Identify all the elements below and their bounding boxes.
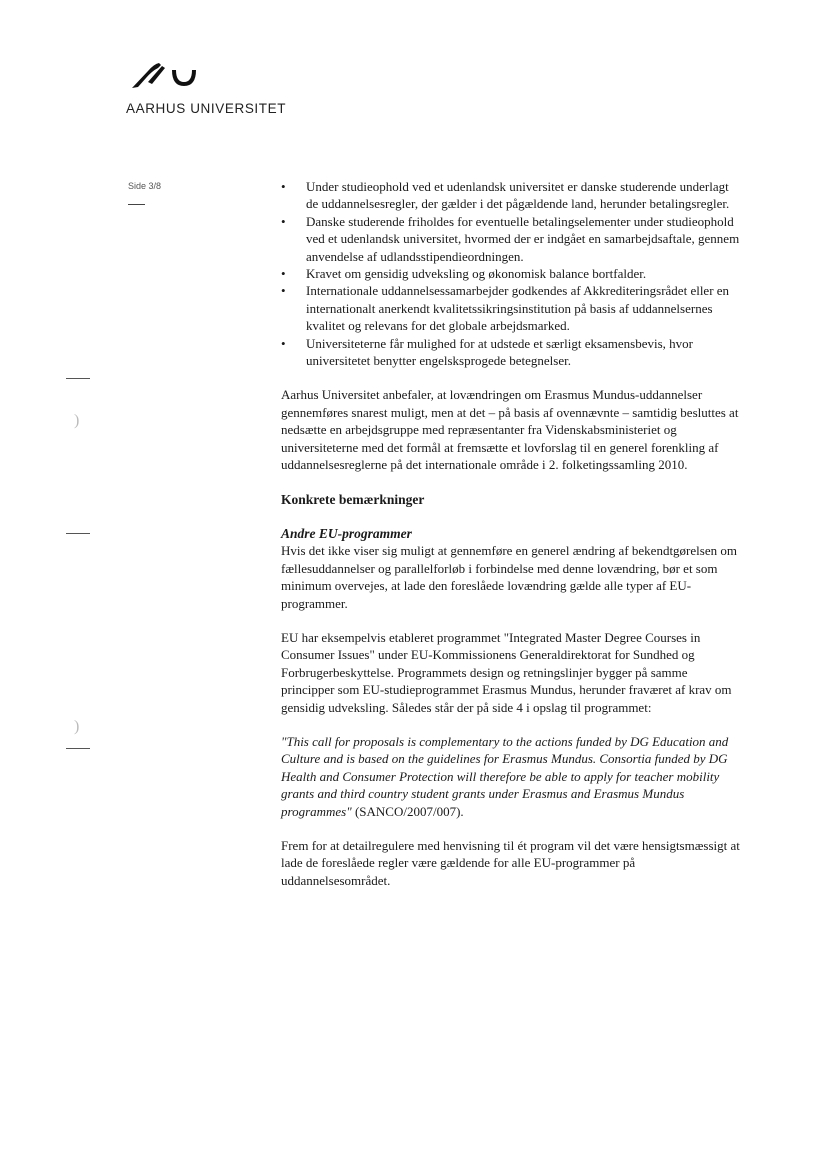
university-name: AARHUS UNIVERSITET [126,101,287,116]
list-item: • Danske studerende friholdes for eventuelle betalingselementer under studieophold ved et udenlandsk universitet, hvormed der er indgået en samarbejdsaftale, gennem anvendelse af udlandsstipendieordningen. [281,213,741,265]
aarhus-university-logo [128,56,208,96]
list-item: • Under studieophold ved et udenlandsk universitet er danske studerende underlagt de uddannelsesregler, der gælder i det pågældende land, herunder betalingsregler. [281,178,741,213]
page-number: Side 3/8 [128,181,162,191]
quote-text: "This call for proposals is complementary to the actions funded by DG Education and Culture and is based on the guidelines for Erasmus Mundus. Consortia funded by DG Health and Consumer Protection will therefore be able to apply for teacher mobility grants and third country student grants under Erasmus and Erasmus Mundus programmes" [281,733,729,819]
page-number-rule [128,204,145,205]
margin-fold-mark [66,533,90,534]
programs-paragraph: Hvis det ikke viser sig muligt at gennemføre en generel ændring af bekendtgørelsen om fællesuddannelser og parallelforløb i forbindelse med denne lovændring, bør et som minimum overvejes, at lade den foreslåede lovændring gælde alle typer af EU-programmer. [281,543,737,611]
margin-fold-mark [66,748,90,749]
letter-body [281,178,741,889]
recommendation-paragraph: Aarhus Universitet anbefaler, at lovændringen om Erasmus Mundus-uddannelser gennemføres snarest muligt, men at det – på basis af ovennævnte – samtidig besluttes at nedsætte en arbejdsgruppe med repræsentanter fra Videnskabsministeriet og universiteterne med det formål at fremsætte et lovforslag til en generel forenkling af uddannelsesreglerne på det internationale område i 2. folketingssamling 2010. [281,387,739,473]
list-item: • Kravet om gensidig udveksling og økonomisk balance bortfalder. [281,265,741,282]
example-paragraph: EU har eksempelvis etableret programmet "Integrated Master Degree Courses in Consumer Issues" under EU-Kommissionens Generaldirektorat for Sundhed og Forbrugerbeskyttelse. Programmets design og retningslinjer bygger på samme principper som EU-studieprogrammet Erasmus Mundus, herunder fraværet af krav om gensidig udveksling. Således står der på side 4 i opslag til programmet: [281,629,732,715]
section-heading: Konkrete bemærkninger [281,491,425,507]
list-item: • Universiteterne får mulighed for at udstede et særligt eksamensbevis, hvor universitetet benytter engelsksprogede betegnelser. [281,335,741,370]
subsection-heading: Andre EU-programmer [281,525,412,541]
conditions-list [281,178,741,369]
list-item: • Internationale uddannelsessamarbejder godkendes af Akkrediteringsrådet eller en internationalt anerkendt kvalitetssikringsinstitution på basis af uddannelsernes kvalitet og relevans for det globale arbejdsmarked. [281,282,741,334]
margin-punch-mark: ) [74,718,80,735]
quote-reference: (SANCO/2007/007). [351,803,464,819]
final-paragraph: Frem for at detailregulere med henvisning til ét program vil det være hensigtsmæssigt at lade de foreslåede regler være gældende for alle EU-programmer på uddannelsesområdet. [281,838,740,888]
margin-punch-mark: ) [74,412,80,429]
quote-paragraph [281,733,741,820]
margin-fold-mark [66,378,90,379]
